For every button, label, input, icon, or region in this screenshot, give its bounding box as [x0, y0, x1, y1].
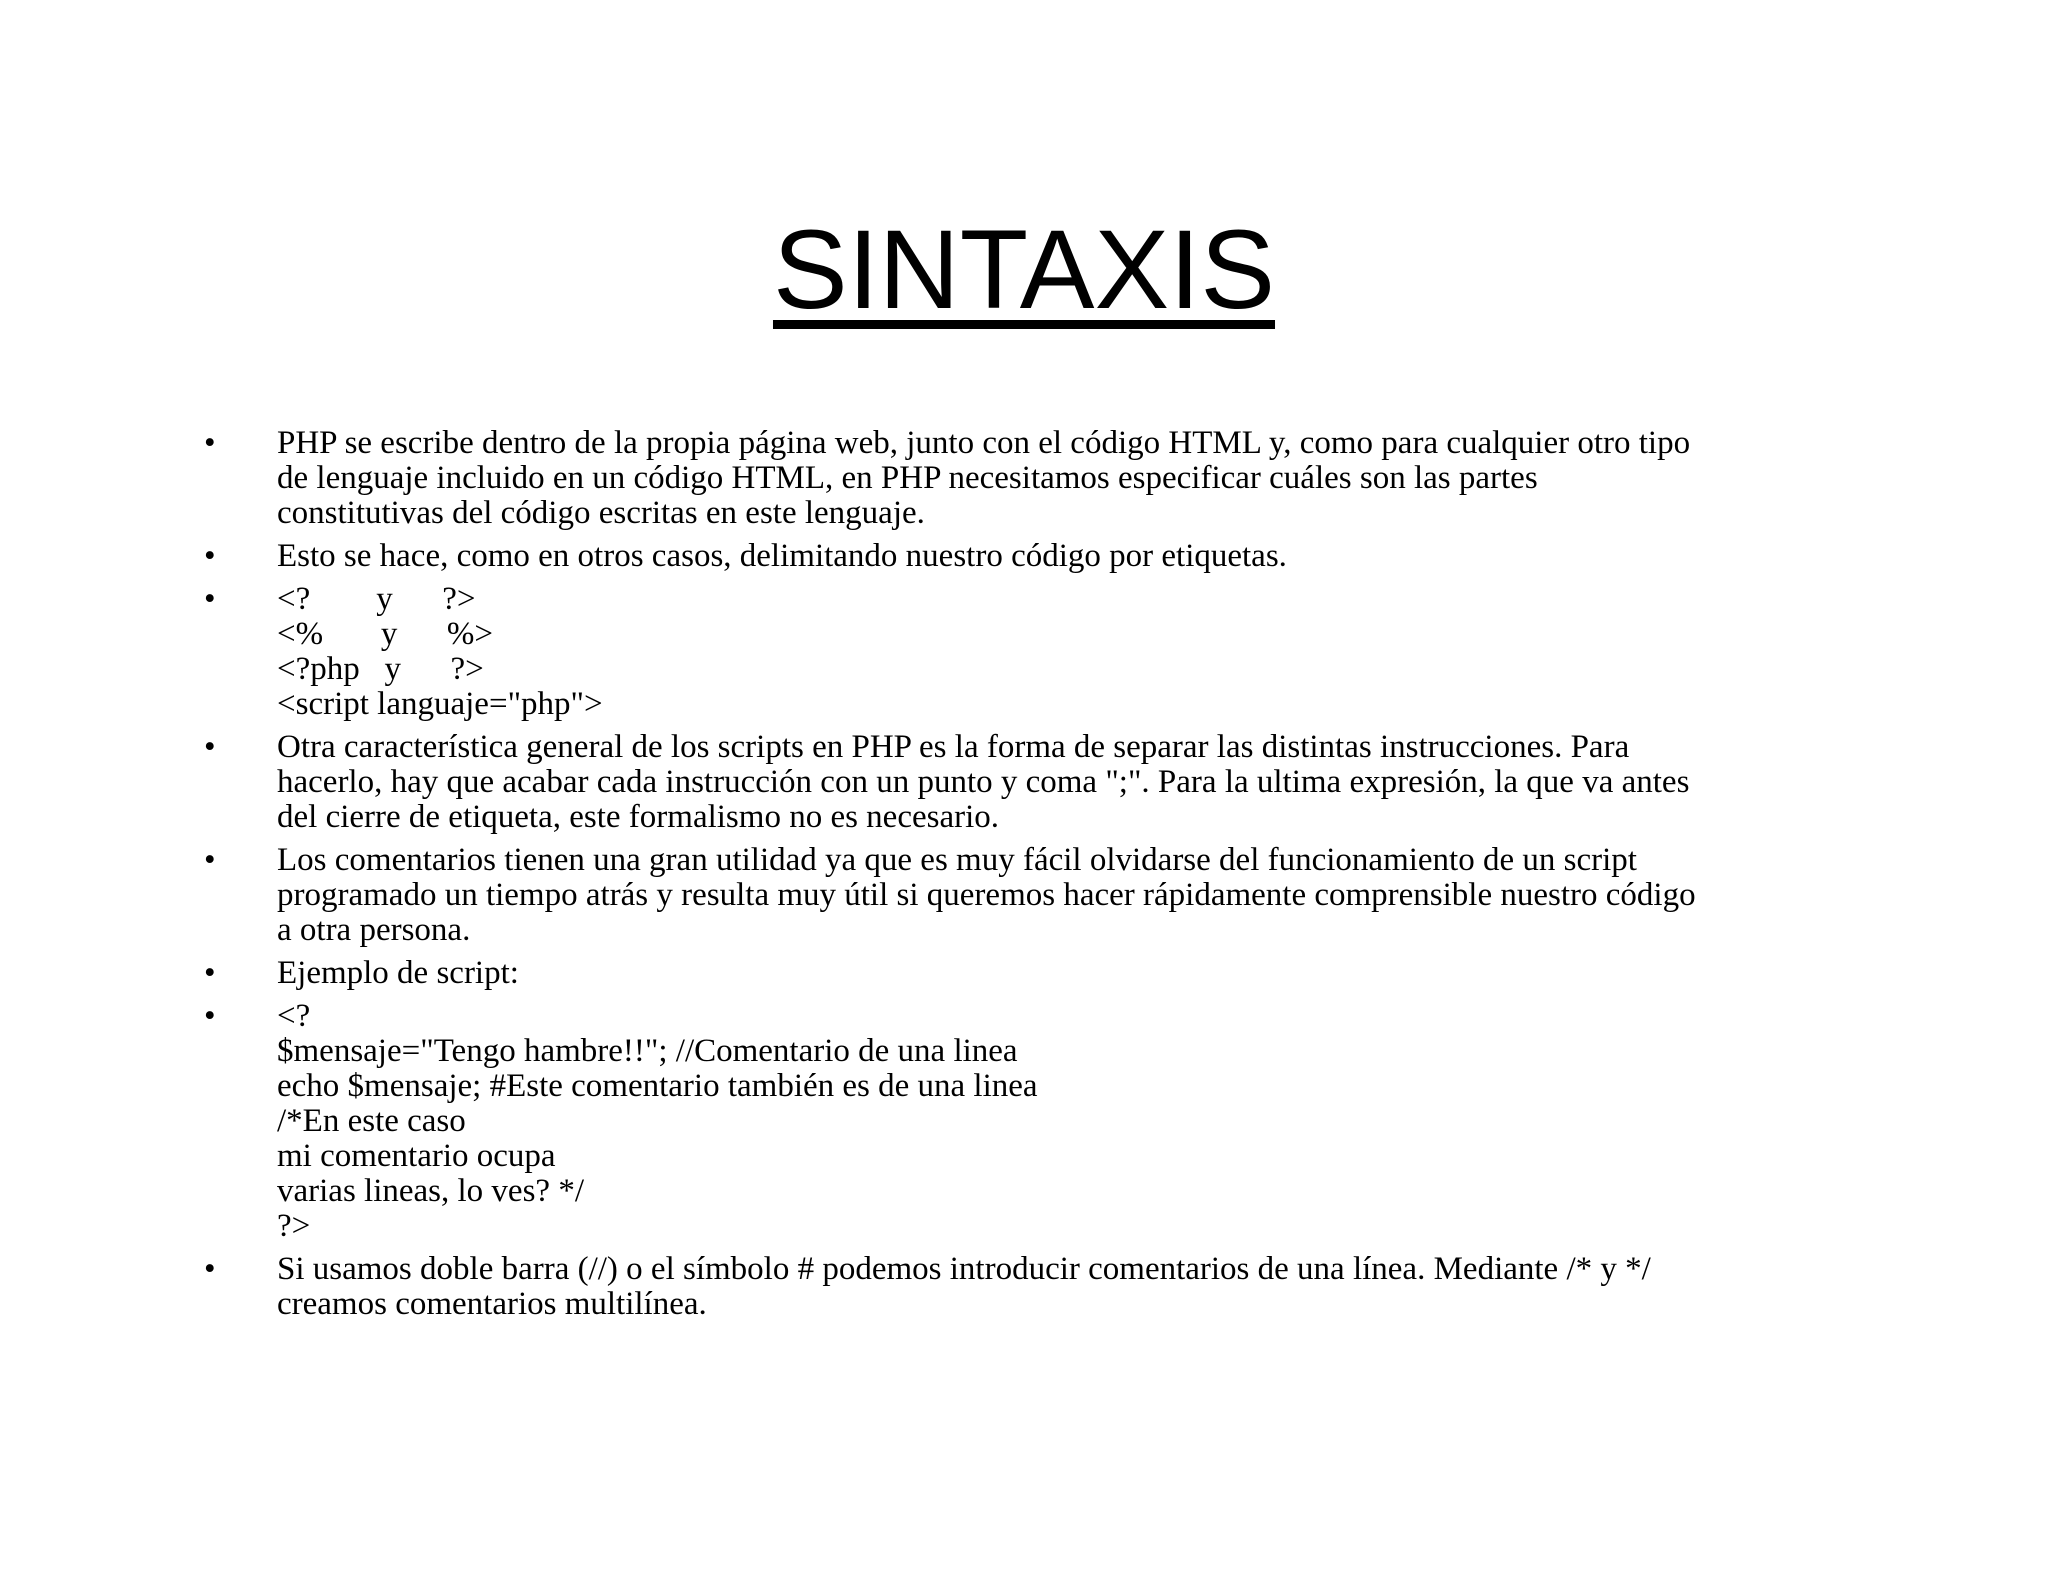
bullet-marker: • [204, 425, 216, 461]
code-line: <% y %> [277, 616, 493, 652]
code-line: /*En este caso [277, 1103, 466, 1139]
bullet-item [0, 999, 2048, 1244]
text-line: PHP se escribe dentro de la propia página web, junto con el código HTML y, como para cualquier otro tipo [277, 425, 1691, 461]
bullet-marker: • [204, 955, 216, 991]
text-line: Ejemplo de script: [277, 955, 519, 991]
code-line: ?> [277, 1208, 311, 1244]
bullet-marker: • [204, 729, 216, 765]
text-line: a otra persona. [277, 912, 471, 948]
text-line: Otra característica general de los scripts en PHP es la forma de separar las distintas instrucciones. Para [277, 729, 1630, 765]
text-line: creamos comentarios multilínea. [277, 1286, 707, 1322]
text-line: programado un tiempo atrás y resulta muy útil si queremos hacer rápidamente comprensible nuestro código [277, 877, 1696, 913]
code-line: <? [277, 998, 311, 1034]
text-line: Esto se hace, como en otros casos, delimitando nuestro código por etiquetas. [277, 538, 1287, 574]
text-line: hacerlo, hay que acabar cada instrucción con un punto y coma ";". Para la ultima expresión, la que va antes [277, 764, 1690, 800]
bullet-item [0, 539, 2048, 574]
text-line: Si usamos doble barra (//) o el símbolo # podemos introducir comentarios de una línea. Mediante /* y */ [277, 1251, 1651, 1287]
text-line: del cierre de etiqueta, este formalismo no es necesario. [277, 799, 1000, 835]
code-line: $mensaje="Tengo hambre!!"; //Comentario de una linea [277, 1033, 1018, 1069]
code-line: varias lineas, lo ves? */ [277, 1173, 584, 1209]
text-line: constitutivas del código escritas en este lenguaje. [277, 495, 925, 531]
bullet-list [0, 426, 2048, 1330]
code-line: <?php y ?> [277, 651, 484, 687]
bullet-item [0, 956, 2048, 991]
code-line: <script languaje="php"> [277, 686, 603, 722]
text-line: Los comentarios tienen una gran utilidad ya que es muy fácil olvidarse del funcionamiento de un script [277, 842, 1637, 878]
bullet-marker: • [204, 581, 216, 617]
code-line: mi comentario ocupa [277, 1138, 556, 1174]
code-line: <? y ?> [277, 581, 476, 617]
bullet-item [0, 1252, 2048, 1322]
bullet-marker: • [204, 998, 216, 1034]
bullet-marker: • [204, 842, 216, 878]
bullet-item [0, 843, 2048, 948]
bullet-marker: • [204, 1251, 216, 1287]
slide-title: SINTAXIS [772, 207, 1276, 332]
bullet-item [0, 426, 2048, 531]
bullet-marker: • [204, 538, 216, 574]
bullet-item [0, 730, 2048, 835]
text-line: de lenguaje incluido en un código HTML, en PHP necesitamos especificar cuáles son las partes [277, 460, 1538, 496]
code-line: echo $mensaje; #Este comentario también es de una linea [277, 1068, 1038, 1104]
bullet-item [0, 582, 2048, 722]
